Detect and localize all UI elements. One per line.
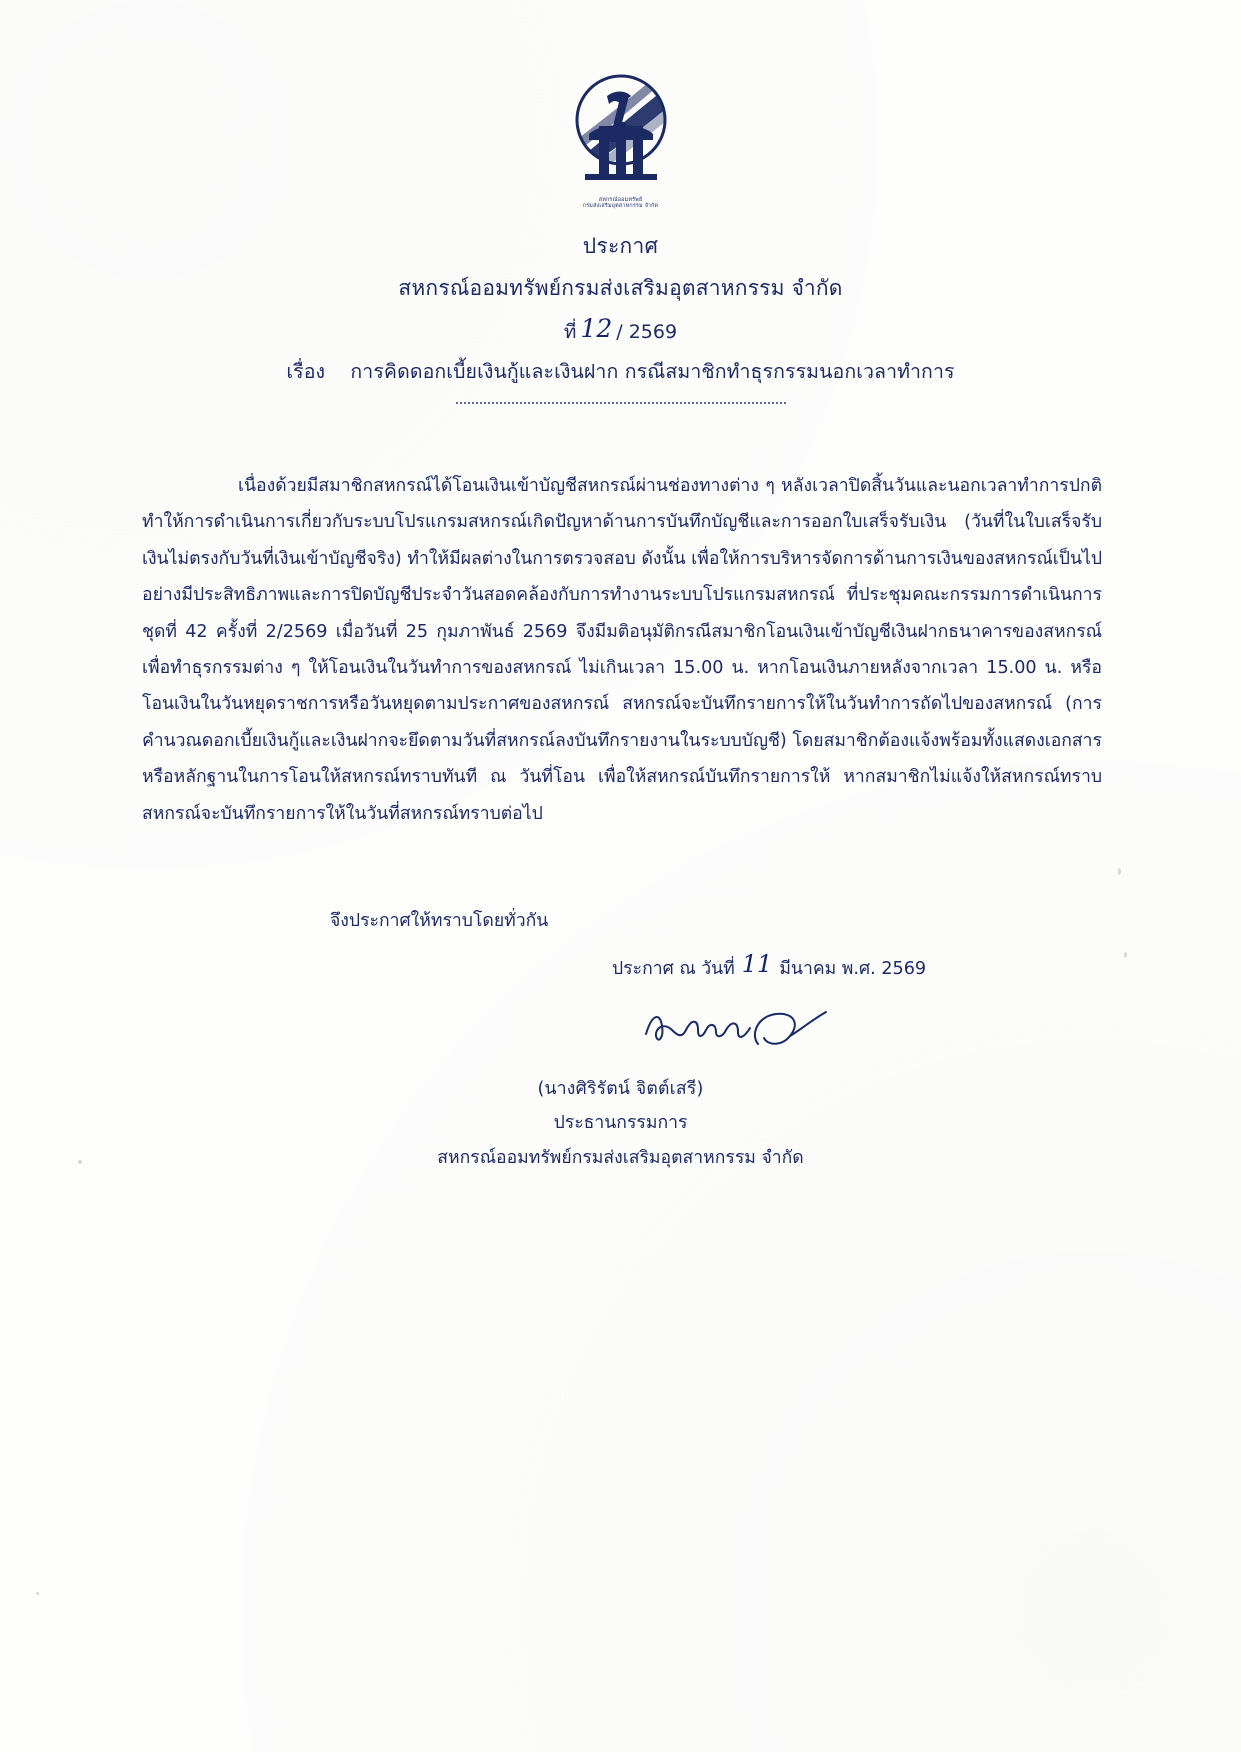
document-header: [0, 230, 1241, 404]
number-prefix: ที่: [563, 321, 577, 343]
date-prefix: ประกาศ ณ วันที่: [612, 959, 735, 979]
subject-text: การคิดดอกเบี้ยเงินกู้และเงินฝาก กรณีสมาชิกทำธุรกรรมนอกเวลาทำการ: [350, 360, 955, 383]
logo-caption: [555, 197, 687, 211]
date-day-handwritten: 11: [741, 950, 773, 978]
announcement-number: [0, 315, 1241, 347]
document-body: [142, 468, 1102, 832]
date-suffix: มีนาคม พ.ศ. 2569: [779, 959, 927, 979]
handwritten-signature-icon: [640, 1000, 910, 1060]
signer-organization: สหกรณ์ออมทรัพย์กรมส่งเสริมอุตสาหกรรม จำกัด: [437, 1147, 804, 1168]
paper-speck: [1124, 952, 1127, 958]
closing-statement: จึงประกาศให้ทราบโดยทั่วกัน: [330, 911, 549, 931]
subject-label: เรื่อง: [286, 360, 326, 383]
number-handwritten: 12: [580, 314, 613, 343]
number-suffix: / 2569: [616, 321, 678, 343]
body-paragraph: เนื่องด้วยมีสมาชิกสหกรณ์ได้โอนเงินเข้าบัญชีสหกรณ์ผ่านช่องทางต่าง ๆ หลังเวลาปิดสิ้นวันและนอกเวลาทำการปกติ ทำให้การดำเนินการเกี่ยวกับระบบโปรแกรมสหกรณ์เกิดปัญหาด้านการบันทึกบัญชีและการออกใบเสร็จรับเงิน (วันที่ในใบเสร็จรับเงินไม่ตรงกับวันที่เงินเข้าบัญชีจริง) ทำให้มีผลต่างในการตรวจสอบ ดังนั้น เพื่อให้การบริหารจัดการด้านการเงินของสหกรณ์เป็นไปอย่างมีประสิทธิภาพและการปิดบัญชีประจำวันสอดคล้องกับการทำงานระบบโปรแกรมสหกรณ์ ที่ประชุมคณะกรรมการดำเนินการ ชุดที่ 42 ครั้งที่ 2/2569 เมื่อวันที่ 25 กุมภาพันธ์ 2569 จึงมีมติอนุมัติกรณีสมาชิกโอนเงินเข้าบัญชีเงินฝากธนาคารของสหกรณ์เพื่อทำธุรกรรมต่าง ๆ ให้โอนเงินในวันทำการของสหกรณ์ ไม่เกินเวลา 15.00 น. หากโอนเงินภายหลังจากเวลา 15.00 น. หรือโอนเงินในวันหยุดราชการหรือวันหยุดตามประกาศของสหกรณ์ สหกรณ์จะบันทึกรายการให้ในวันทำการถัดไปของสหกรณ์ (การคำนวณดอกเบี้ยเงินกู้และเงินฝากจะยึดตามวันที่สหกรณ์ลงบันทึกรายงานในระบบบัญชี) โดยสมาชิกต้องแจ้งพร้อมทั้งแสดงเอกสารหรือหลักฐานในการโอนให้สหกรณ์ทราบทันที ณ วันที่โอน เพื่อให้สหกรณ์บันทึกรายการให้ หากสมาชิกไม่แจ้งให้สหกรณ์ทราบ สหกรณ์จะบันทึกรายการให้ในวันที่สหกรณ์ทราบต่อไป: [142, 476, 1102, 824]
paper-speck: [1118, 868, 1121, 875]
organization-name: สหกรณ์ออมทรัพย์กรมส่งเสริมอุตสาหกรรม จำกัด: [398, 276, 843, 300]
issue-date-line: [612, 952, 926, 982]
announcement-label: ประกาศ: [582, 234, 659, 258]
subject-line: [0, 356, 1241, 387]
logo-caption-line-2: กรมส่งเสริมอุตสาหกรรม จำกัด: [582, 203, 659, 210]
cooperative-emblem-icon: [555, 68, 687, 208]
logo-caption-line-1: สหกรณ์ออมทรัพย์: [598, 196, 643, 203]
divider-dotted: [456, 401, 786, 404]
signer-name: (นางศิริรัตน์ จิตต์เสรี): [537, 1079, 704, 1099]
logo-area: [0, 68, 1241, 208]
signature-block: [0, 1072, 1241, 1175]
paper-speck: [36, 1592, 39, 1595]
signer-position: ประธานกรรมการ: [553, 1113, 688, 1134]
